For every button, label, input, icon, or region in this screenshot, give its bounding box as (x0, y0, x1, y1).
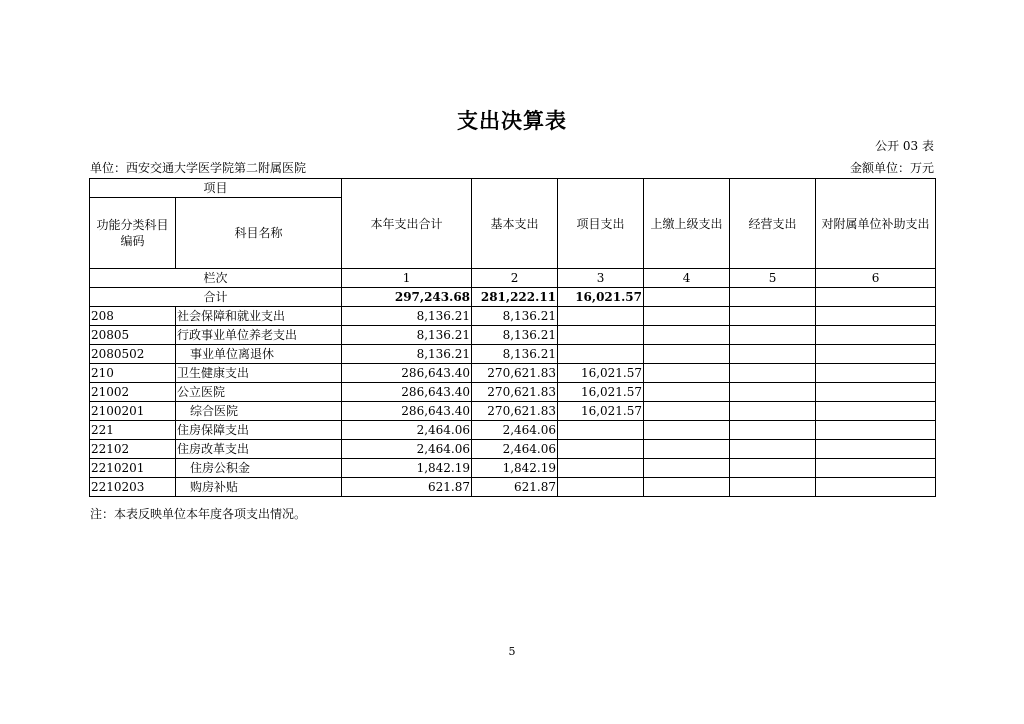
row-value (644, 440, 730, 459)
row-value: 1,842.19 (342, 459, 472, 478)
table-row (90, 345, 936, 364)
row-value (730, 326, 816, 345)
row-value: 8,136.21 (472, 307, 558, 326)
row-name: 购房补贴 (176, 478, 342, 497)
row-value (730, 421, 816, 440)
row-name: 综合医院 (176, 402, 342, 421)
table-row (90, 421, 936, 440)
row-value (816, 402, 936, 421)
column-number: 3 (558, 269, 644, 288)
row-value: 16,021.57 (558, 402, 644, 421)
row-value (730, 364, 816, 383)
row-value: 2,464.06 (342, 421, 472, 440)
row-value: 1,842.19 (472, 459, 558, 478)
row-value (558, 421, 644, 440)
row-value (816, 459, 936, 478)
row-name: 社会保障和就业支出 (176, 307, 342, 326)
row-value: 270,621.83 (472, 364, 558, 383)
row-value (644, 402, 730, 421)
header-col-2: 基本支出 (472, 179, 558, 269)
row-value: 2,464.06 (472, 440, 558, 459)
row-value: 8,136.21 (472, 326, 558, 345)
page-number: 5 (508, 645, 516, 658)
column-number: 2 (472, 269, 558, 288)
table-row (90, 402, 936, 421)
row-value: 16,021.57 (558, 364, 644, 383)
row-value (558, 459, 644, 478)
header-col-5: 经营支出 (730, 179, 816, 269)
row-value (558, 326, 644, 345)
row-value (644, 307, 730, 326)
total-value (816, 288, 936, 307)
row-value (558, 345, 644, 364)
row-value: 286,643.40 (342, 364, 472, 383)
row-value (558, 307, 644, 326)
row-name: 住房公积金 (176, 459, 342, 478)
header-item: 项目 (90, 179, 342, 198)
total-row (90, 288, 936, 307)
row-code: 221 (90, 421, 176, 440)
total-value (730, 288, 816, 307)
row-value (816, 440, 936, 459)
header-col-6: 对附属单位补助支出 (816, 179, 936, 269)
row-value (816, 383, 936, 402)
total-value: 16,021.57 (558, 288, 644, 307)
row-value: 2,464.06 (472, 421, 558, 440)
row-name: 卫生健康支出 (176, 364, 342, 383)
row-value: 8,136.21 (342, 345, 472, 364)
row-value (816, 326, 936, 345)
row-name: 住房改革支出 (176, 440, 342, 459)
row-value (644, 364, 730, 383)
column-number: 6 (816, 269, 936, 288)
row-value (644, 459, 730, 478)
row-value (558, 478, 644, 497)
row-value: 16,021.57 (558, 383, 644, 402)
row-value (730, 440, 816, 459)
row-value (730, 478, 816, 497)
row-value (816, 478, 936, 497)
unit-label: 单位：西安交通大学医学院第二附属医院 (90, 161, 307, 175)
row-value (730, 402, 816, 421)
row-value: 8,136.21 (342, 307, 472, 326)
row-value (644, 345, 730, 364)
header-col-3: 项目支出 (558, 179, 644, 269)
row-value (816, 421, 936, 440)
row-name: 公立医院 (176, 383, 342, 402)
row-value (730, 345, 816, 364)
row-value: 286,643.40 (342, 402, 472, 421)
table-row (90, 307, 936, 326)
row-code: 20805 (90, 326, 176, 345)
row-value: 286,643.40 (342, 383, 472, 402)
table-row (90, 478, 936, 497)
table-row (90, 383, 936, 402)
row-value (644, 326, 730, 345)
form-number: 公开 03 表 (875, 139, 934, 153)
row-name: 事业单位离退休 (176, 345, 342, 364)
total-value (644, 288, 730, 307)
column-number: 4 (644, 269, 730, 288)
row-value: 2,464.06 (342, 440, 472, 459)
row-code: 22102 (90, 440, 176, 459)
row-code: 210 (90, 364, 176, 383)
row-name: 行政事业单位养老支出 (176, 326, 342, 345)
row-value: 270,621.83 (472, 402, 558, 421)
row-value (730, 383, 816, 402)
row-value: 621.87 (342, 478, 472, 497)
row-value (816, 364, 936, 383)
row-code: 21002 (90, 383, 176, 402)
expenditure-table (89, 178, 936, 497)
header-col-1: 本年支出合计 (342, 179, 472, 269)
row-value (644, 478, 730, 497)
table-note: 注：本表反映单位本年度各项支出情况。 (90, 507, 307, 521)
row-code: 2210201 (90, 459, 176, 478)
row-value (816, 307, 936, 326)
row-value (730, 307, 816, 326)
row-code: 2210203 (90, 478, 176, 497)
page-title: 支出决算表 (457, 109, 567, 133)
table-row (90, 440, 936, 459)
column-number: 1 (342, 269, 472, 288)
table-row (90, 326, 936, 345)
table-row (90, 459, 936, 478)
row-value: 270,621.83 (472, 383, 558, 402)
header-name: 科目名称 (176, 198, 342, 269)
row-code: 208 (90, 307, 176, 326)
header-col-4: 上缴上级支出 (644, 179, 730, 269)
row-code: 2100201 (90, 402, 176, 421)
row-value (816, 345, 936, 364)
row-value: 8,136.21 (342, 326, 472, 345)
header-code: 功能分类科目编码 (90, 198, 176, 269)
total-value: 281,222.11 (472, 288, 558, 307)
row-value: 8,136.21 (472, 345, 558, 364)
column-number: 5 (730, 269, 816, 288)
money-unit-label: 金额单位：万元 (849, 161, 934, 175)
row-code: 2080502 (90, 345, 176, 364)
row-value (730, 459, 816, 478)
total-value: 297,243.68 (342, 288, 472, 307)
row-value (644, 421, 730, 440)
column-label: 栏次 (90, 269, 342, 288)
total-label: 合计 (90, 288, 342, 307)
row-name: 住房保障支出 (176, 421, 342, 440)
table-row (90, 364, 936, 383)
row-value: 621.87 (472, 478, 558, 497)
row-value (558, 440, 644, 459)
row-value (644, 383, 730, 402)
